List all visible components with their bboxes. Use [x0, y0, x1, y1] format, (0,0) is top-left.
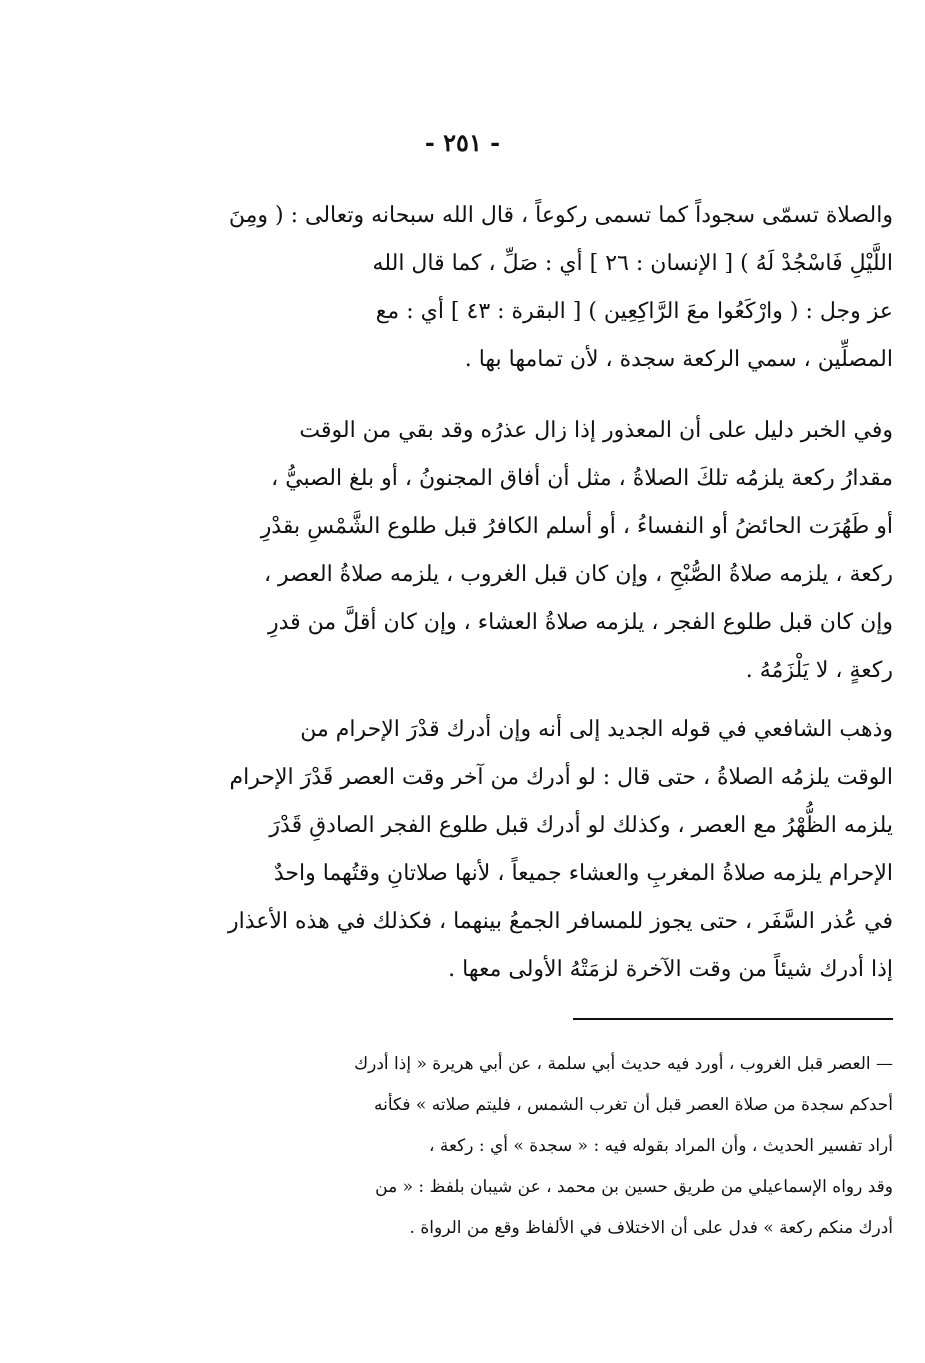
text-line: يلزمه الظُّهْرُ مع العصر ، وكذلك لو أدرك قبل طلوع الفجر الصادقِ قَدْرَ — [269, 813, 893, 838]
text-line: وفي الخبر دليل على أن المعذور إذا زال عذرُه وقد بقي من الوقت — [299, 418, 893, 443]
text-line: وإن كان قبل طلوع الفجر ، يلزمه صلاةُ العشاء ، وإن كان أقلَّ من قدرِ — [267, 610, 893, 635]
text-line: ركعة ، يلزمه صلاةُ الصُّبْحِ ، وإن كان قبل الغروب ، يلزمه صلاةُ العصر ، — [263, 562, 893, 587]
text-line: في عُذر السَّفَر ، حتى يجوز للمسافر الجمعُ بينهما ، فكذلك في هذه الأعذار — [227, 909, 893, 934]
footnote-line: — العصر قبل الغروب ، أورد فيه حديث أبي سلمة ، عن أبي هريرة « إذا أدرك — [354, 1054, 893, 1074]
text-line: أو طَهُرَت الحائضُ أو النفساءُ ، أو أسلم الكافرُ قبل طلوع الشَّمْسِ بقدْرِ — [260, 514, 893, 539]
page-number: - ٢٥١ - — [424, 128, 501, 157]
text-line: اللَّيْلِ فَاسْجُدْ لَهُ ) [ الإنسان : ٢٦ ] أي : صَلِّ ، كما قال الله — [372, 251, 893, 276]
paragraph-1 — [183, 192, 893, 384]
text-line: مقدارُ ركعة يلزمُه تلكَ الصلاةُ ، مثل أن أفاق المجنونُ ، أو بلغ الصبيُّ ، — [271, 466, 893, 491]
footnote-line: أراد تفسير الحديث ، وأن المراد بقوله فيه : « سجدة » أي : ركعة ، — [428, 1136, 893, 1156]
text-line: والصلاة تسمّى سجوداً كما تسمى ركوعاً ، قال الله سبحانه وتعالى : ( ومِنَ — [228, 203, 893, 228]
footnote-line: أحدكم سجدة من صلاة العصر قبل أن تغرب الشمس ، فليتم صلاته » فكأنه — [373, 1095, 893, 1115]
text-line: وذهب الشافعي في قوله الجديد إلى أنه وإن أدرك قدْرَ الإحرام من — [300, 717, 893, 742]
footnote — [183, 1044, 893, 1249]
paragraph-2 — [183, 407, 893, 695]
footnote-line: أدرك منكم ركعة » فدل على أن الاختلاف في الألفاظ وقع من الرواة . — [409, 1218, 893, 1238]
footnote-divider — [573, 1018, 893, 1020]
text-line: إذا أدرك شيئاً من وقت الآخرة لزمَتْهُ الأولى معها . — [448, 957, 893, 982]
footnote-line: وقد رواه الإسماعيلي من طريق حسين بن محمد ، عن شيبان بلفظ : « من — [375, 1177, 893, 1197]
text-line: الوقت يلزمُه الصلاةُ ، حتى قال : لو أدرك من آخر وقت العصر قَدْرَ الإحرام — [229, 765, 893, 790]
text-line: عز وجل : ( وارْكَعُوا معَ الرَّاكِعِين ) [ البقرة : ٤٣ ] أي : مع — [375, 299, 893, 324]
text-line: الإحرام يلزمه صلاةُ المغربِ والعشاء جميعاً ، لأنها صلاتانِ وقتُهما واحدٌ — [273, 861, 893, 886]
text-line: المصلِّين ، سمي الركعة سجدة ، لأن تمامها بها . — [464, 347, 893, 372]
paragraph-3 — [183, 706, 893, 994]
text-line: ركعةٍ ، لا يَلْزَمُهُ . — [745, 658, 893, 683]
